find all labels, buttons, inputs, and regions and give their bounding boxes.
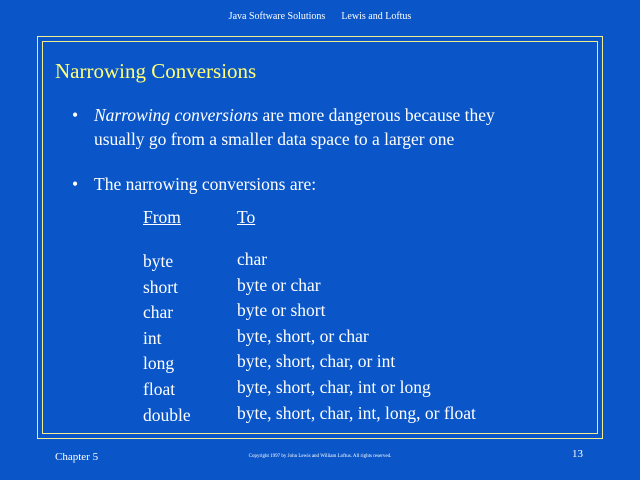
from-cell: byte xyxy=(143,251,174,271)
to-cell: byte or char xyxy=(237,274,321,295)
bullet-text-line1: are more dangerous because they xyxy=(258,105,495,125)
to-column-header: To xyxy=(237,207,256,227)
from-cell: short xyxy=(143,276,178,297)
to-cell: byte, short, char, or int xyxy=(237,351,396,372)
to-cell: byte, short, or char xyxy=(237,325,369,346)
from-cell: float xyxy=(143,378,176,399)
slide-title: Narrowing Conversions xyxy=(55,59,257,83)
bullet-text: The narrowing conversions are: xyxy=(94,174,317,194)
from-cell: int xyxy=(143,327,162,348)
bullet-text-line2: usually go from a smaller data space to a larger one xyxy=(94,129,455,149)
to-cell: byte, short, char, int, long, or float xyxy=(237,402,476,423)
from-column xyxy=(143,249,191,428)
from-cell: long xyxy=(143,353,175,374)
emphasis-term: Narrowing conversions xyxy=(94,105,259,125)
bullet-dot: • xyxy=(72,174,79,194)
to-column xyxy=(237,247,476,426)
bullet-dot: • xyxy=(72,105,79,125)
to-cell: byte or short xyxy=(237,300,326,321)
to-cell: char xyxy=(237,249,268,269)
page-number: 13 xyxy=(572,448,583,460)
footer-chapter: Chapter 5 xyxy=(55,451,99,463)
from-column-header: From xyxy=(143,207,181,227)
book-title: Java Software Solutions xyxy=(228,11,326,22)
to-cell: byte, short, char, int or long xyxy=(237,376,431,397)
slide-header xyxy=(0,11,640,22)
book-authors: Lewis and Loftus xyxy=(341,11,412,22)
from-cell: double xyxy=(143,404,191,425)
footer-copyright: Copyright 1997 by John Lewis and William Loftus. All rights reserved. xyxy=(248,454,392,459)
from-cell: char xyxy=(143,302,174,323)
